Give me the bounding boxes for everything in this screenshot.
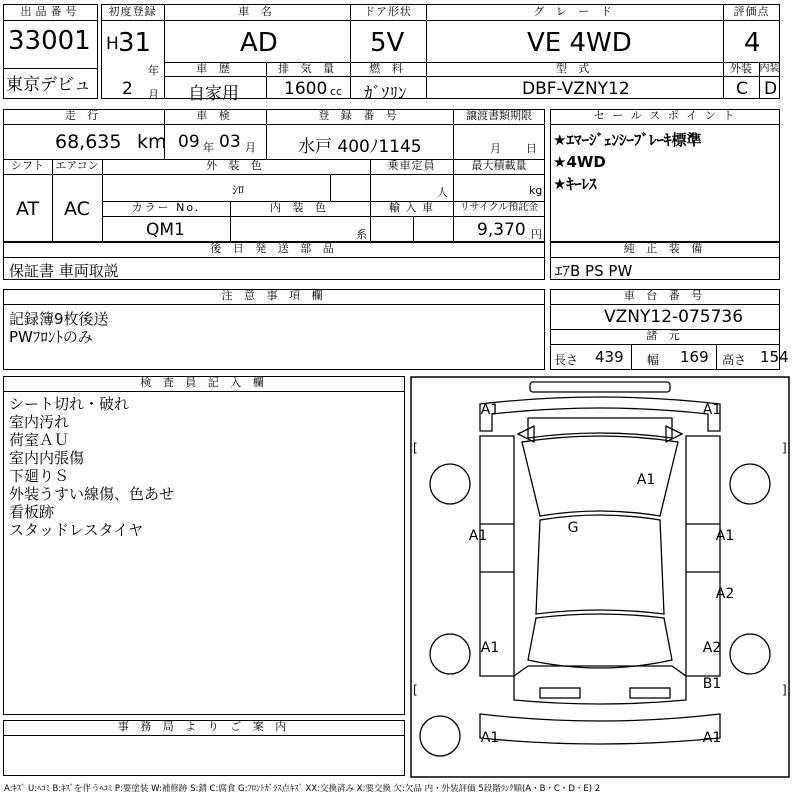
car-damage-diagram	[410, 376, 790, 778]
chassis-label: 車 台 番 号	[623, 289, 707, 302]
first-reg-month: 2	[122, 79, 133, 99]
recycle-label: リサイクル預託金	[459, 202, 539, 213]
displacement: 1600	[284, 79, 328, 99]
shift: AT	[16, 198, 40, 220]
ac-label: エアコン	[55, 159, 99, 172]
front-right-wheel	[730, 464, 770, 504]
tyre-bracket: [	[413, 683, 418, 697]
later-parts: 保証書 車両取説	[9, 262, 119, 280]
damage-mark: G	[567, 520, 579, 536]
damage-mark: A1	[480, 402, 500, 418]
inspection-month: 03	[219, 132, 241, 152]
roof-outline	[536, 515, 664, 614]
door: 5V	[370, 28, 405, 58]
mileage-label: 走 行	[64, 109, 103, 122]
front-bumper-outline	[530, 382, 670, 392]
history-label: 車 歴	[196, 62, 234, 75]
inspector-line: 荷室ＡＵ	[9, 431, 70, 449]
damage-mark: A1	[480, 730, 500, 746]
lot-label: 出品番号	[20, 5, 81, 18]
history: 自家用	[188, 84, 239, 104]
inspector-line: スタッドレスタイヤ	[9, 521, 144, 539]
rear-bumper-outline	[480, 714, 720, 744]
damage-mark: A2	[715, 586, 735, 602]
damage-mark: A1	[636, 472, 656, 488]
insp-year-unit: 年	[203, 141, 214, 154]
grade: VE 4WD	[527, 28, 632, 58]
recycle: 9,370	[477, 220, 526, 240]
exterior-label: 外装	[730, 62, 752, 75]
import-label: 輸 入 車	[389, 201, 434, 214]
tyre-bracket: [	[413, 441, 418, 455]
int-color-unit: 系	[356, 228, 367, 241]
note-line: PWﾌﾛﾝﾄのみ	[9, 328, 93, 346]
displacement-unit: cc	[330, 85, 343, 98]
front-left-wheel	[430, 464, 470, 504]
shift-label: シフト	[11, 159, 44, 172]
inspector-line: 下廻りＳ	[9, 467, 70, 485]
ext-color: ｼﾛ	[232, 183, 245, 197]
width: 169	[680, 348, 709, 366]
model: DBF-VZNY12	[522, 79, 630, 99]
interior-grade: D	[764, 79, 778, 99]
sales-point-item: ★ｷｰﾚｽ	[553, 175, 597, 193]
vehicle-detail-section	[3, 109, 545, 242]
dims-label: 諸 元	[646, 329, 684, 342]
front-outline	[480, 397, 720, 431]
grade-label: グ レ ー ド	[533, 5, 616, 18]
office-label: 事 務 局 よ り ご 案 内	[117, 720, 291, 733]
spare-wheel	[420, 716, 460, 756]
inspector-line: 室内汚れ	[9, 413, 70, 431]
tyre-bracket: ]	[782, 441, 787, 455]
venue: 東京デビュ	[6, 75, 91, 95]
insp-month-unit: 月	[245, 141, 256, 154]
interior-label: 内装	[759, 63, 780, 74]
rear-glass-outline	[528, 614, 672, 668]
month-unit: 月	[148, 88, 159, 101]
capacity-label: 乗車定員	[387, 159, 436, 172]
damage-mark: A2	[702, 640, 722, 656]
hood-outline	[528, 418, 672, 438]
right-mirror-outline	[666, 426, 682, 442]
mileage: 68,635	[55, 131, 122, 153]
fuel-label: 燃 料	[369, 62, 407, 75]
damage-mark: A1	[468, 528, 488, 544]
transfer-day: 日	[526, 142, 537, 155]
color-no: QM1	[146, 220, 185, 240]
score-label: 評価点	[733, 5, 770, 18]
ac: AC	[64, 198, 90, 220]
era: H	[106, 34, 119, 54]
rear-plate-outline	[540, 688, 580, 698]
height: 154	[760, 348, 789, 366]
car-name: AD	[240, 28, 278, 58]
door-label: ドア形状	[364, 5, 412, 18]
damage-mark: A1	[702, 402, 722, 418]
damage-mark: A1	[480, 640, 500, 656]
plate-label: 登 録 番 号	[318, 109, 401, 122]
inspection-year: 09	[178, 132, 200, 152]
inspector-line: シート切れ・破れ	[9, 395, 130, 413]
fuel: ｶﾞｿﾘﾝ	[364, 84, 407, 104]
damage-mark: B1	[702, 676, 722, 692]
rear-light-outline	[630, 688, 670, 698]
sales-point-item: ★4WD	[553, 153, 606, 171]
note-line: 記録簿9枚後送	[9, 310, 109, 328]
tyre-bracket: ]	[782, 683, 787, 697]
later-parts-label: 後 日 発 送 部 品	[210, 242, 338, 255]
inspector-line: 看板跡	[9, 503, 55, 521]
damage-mark: A1	[715, 528, 735, 544]
equipment-label: 純 正 装 備	[623, 242, 707, 255]
ext-color-label: 外 装 色	[206, 159, 266, 172]
inspection-label: 車 検	[196, 109, 234, 122]
year-unit: 年	[148, 64, 159, 77]
sales-points-label: セ ー ル ス ポ イ ン ト	[593, 109, 737, 122]
inspector-label: 検 査 員 記 入 欄	[140, 376, 268, 389]
sales-point-item: ★ｴﾏｰｼﾞｪﾝｼｰﾌﾞﾚｰｷ標準	[553, 131, 702, 149]
plate: 水戸 400ﾉ1145	[298, 137, 422, 157]
sales-points-list	[553, 129, 701, 195]
length: 439	[595, 348, 624, 366]
load-unit: kg	[529, 184, 543, 197]
transfer-label: 譲渡書類期限	[466, 109, 532, 122]
displacement-label: 排 気 量	[278, 62, 338, 75]
exterior-grade: C	[736, 79, 748, 99]
damage-mark: A1	[702, 730, 722, 746]
capacity-unit: 人	[437, 186, 448, 199]
mileage-unit: km	[137, 131, 167, 153]
score: 4	[744, 28, 761, 58]
length-label: 長さ	[554, 353, 579, 367]
car-name-label: 車 名	[238, 5, 276, 18]
int-color-label: 内 装 色	[270, 201, 330, 214]
inspector-line: 室内内張傷	[9, 449, 85, 467]
rear-left-wheel	[430, 634, 470, 674]
recycle-unit: 円	[531, 228, 542, 241]
notes-label: 注 意 事 項 欄	[221, 289, 327, 302]
notes-list	[9, 310, 109, 346]
load-label: 最大積載量	[471, 159, 527, 172]
first-reg-label: 初度登録	[108, 5, 157, 18]
damage-marks	[469, 402, 734, 746]
inspector-line: 外装うすい線傷、色あせ	[9, 485, 175, 503]
equipment: ｴｱB PS PW	[555, 262, 633, 280]
chassis-number: VZNY12-075736	[604, 307, 744, 327]
legend: A:ｷｽﾞ U:ﾍｺﾐ B:ｷｽﾞを伴うﾍｺﾐ P:要塗装 W:補修跡 S:錆 C:腐食 G:ﾌﾛﾝﾄｶﾞﾗｽ点ｷｽﾞ XX:交換済み X:要交換 欠:欠品 内・外装評価 5段階ﾗﾝｸ順(A・B・C・D・E) 2	[4, 784, 601, 794]
model-label: 型 式	[555, 62, 594, 75]
color-no-label: カラー No.	[131, 201, 201, 214]
rear-right-wheel	[730, 634, 770, 674]
left-mirror-outline	[518, 426, 534, 442]
inspector-list	[9, 395, 174, 539]
height-label: 高さ	[722, 353, 747, 367]
transfer-month: 月	[490, 142, 501, 155]
first-reg-year: 31	[118, 28, 152, 58]
width-label: 幅	[647, 353, 660, 367]
lot-number: 33001	[8, 26, 91, 56]
